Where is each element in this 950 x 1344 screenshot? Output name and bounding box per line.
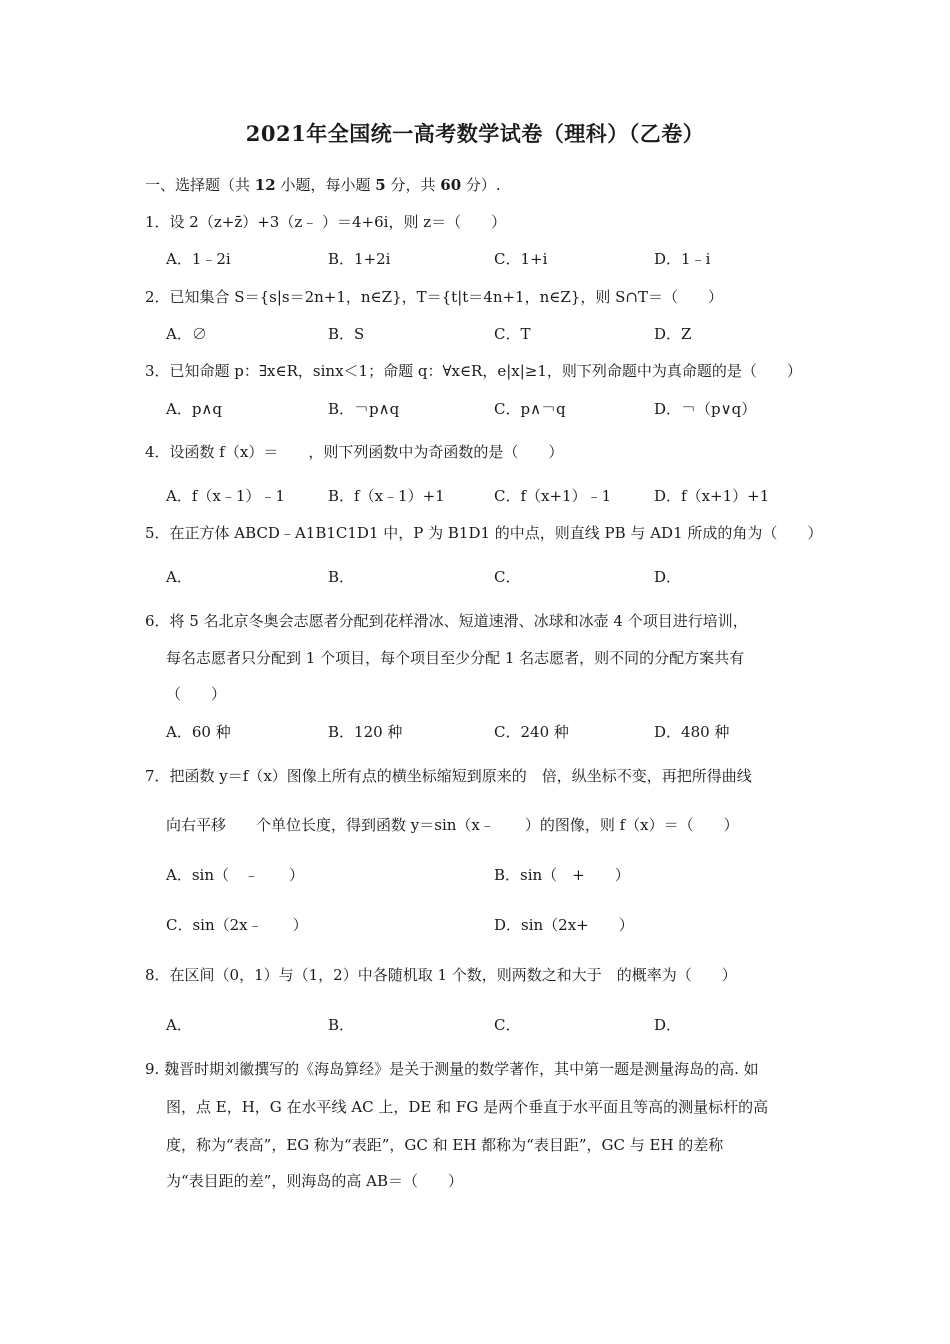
q4-option-c[interactable]: C．f（x+1）﹣1 bbox=[494, 487, 612, 505]
q3-option-d[interactable]: D．￢（p∨q） bbox=[654, 400, 757, 418]
q6-option-c[interactable]: C．240 种 bbox=[494, 723, 569, 741]
q6-option-a[interactable]: A．60 种 bbox=[166, 723, 231, 741]
q7-stem-line-1: 7．把函数 y＝f（x）图像上所有点的横坐标缩短到原来的 倍，纵坐标不变，再把所得曲线 bbox=[145, 767, 752, 785]
q9-stem-line-3: 度，称为“表高”，EG 称为“表距”，GC 和 EH 都称为“表目距”，GC 与 EH 的差称 bbox=[166, 1136, 724, 1154]
q7-option-c[interactable]: C．sin（2x﹣ ） bbox=[166, 916, 308, 934]
exam-title: 2021年全国统一高考数学试卷（理科）（乙卷） bbox=[245, 121, 705, 146]
section-prefix: 一、选择题（共 bbox=[145, 176, 251, 194]
q6-option-d[interactable]: D．480 种 bbox=[654, 723, 730, 741]
q8-option-d[interactable]: D． bbox=[654, 1016, 682, 1034]
q1-option-c[interactable]: C．1+i bbox=[494, 250, 548, 268]
q2-stem: 2．已知集合 S＝{s|s＝2n+1，n∈Z}，T＝{t|t＝4n+1，n∈Z}，则 S∩T＝（ ） bbox=[145, 288, 723, 306]
q3-stem: 3．已知命题 p：∃x∈R，sinx＜1；命题 q：∀x∈R，e|x|≥1，则下列命题中为真命题的是（ ） bbox=[145, 362, 802, 380]
q7-option-d[interactable]: D．sin（2x+ ） bbox=[494, 916, 634, 934]
q7-option-b[interactable]: B．sin（ + ） bbox=[494, 866, 630, 884]
q2-option-a[interactable]: A．∅ bbox=[166, 325, 207, 343]
q1-option-b[interactable]: B．1+2i bbox=[328, 250, 391, 268]
q9-stem-line-4: 为“表目距的差”，则海岛的高 AB＝（ ） bbox=[166, 1172, 463, 1190]
q4-stem: 4．设函数 f（x）＝ ，则下列函数中为奇函数的是（ ） bbox=[145, 443, 564, 461]
q9-stem-line-2: 图，点 E，H，G 在水平线 AC 上，DE 和 FG 是两个垂直于水平面且等高的测量标杆的高 bbox=[166, 1098, 769, 1116]
section-header bbox=[145, 174, 501, 196]
q6-option-b[interactable]: B．120 种 bbox=[328, 723, 403, 741]
q1-option-d[interactable]: D．1﹣i bbox=[654, 250, 711, 268]
q8-stem: 8．在区间（0，1）与（1，2）中各随机取 1 个数，则两数之和大于 的概率为（ ） bbox=[145, 966, 737, 984]
q3-option-a[interactable]: A．p∧q bbox=[166, 400, 223, 418]
q5-option-c[interactable]: C． bbox=[494, 568, 521, 586]
q2-option-d[interactable]: D．Z bbox=[654, 325, 692, 343]
q2-option-c[interactable]: C．T bbox=[494, 325, 531, 343]
q5-option-d[interactable]: D． bbox=[654, 568, 682, 586]
q1-stem: 1．设 2（z+z̄）+3（z﹣ ）＝4+6i，则 z＝（ ） bbox=[145, 213, 507, 231]
q2-option-b[interactable]: B．S bbox=[328, 325, 365, 343]
q7-stem-line-2: 向右平移 个单位长度，得到函数 y＝sin（x﹣ ）的图像，则 f（x）＝（ ） bbox=[166, 816, 739, 834]
q9-stem-line-1: 9. 魏晋时期刘徽撰写的《海岛算经》是关于测量的数学著作，其中第一题是测量海岛的高. 如 bbox=[145, 1060, 759, 1078]
q3-option-c[interactable]: C．p∧￢q bbox=[494, 400, 566, 418]
q8-option-b[interactable]: B． bbox=[328, 1016, 355, 1034]
section-mid2: 分，共 bbox=[390, 176, 436, 194]
section-points-each: 5 bbox=[375, 176, 386, 194]
q6-stem-line-3: （ ） bbox=[166, 685, 227, 703]
q5-option-b[interactable]: B． bbox=[328, 568, 355, 586]
q5-stem: 5．在正方体 ABCD﹣A1B1C1D1 中，P 为 B1D1 的中点，则直线 PB 与 AD1 所成的角为（ ） bbox=[145, 524, 823, 542]
q8-option-a[interactable]: A． bbox=[166, 1016, 192, 1034]
q8-option-c[interactable]: C． bbox=[494, 1016, 521, 1034]
q4-option-b[interactable]: B．f（x﹣1）+1 bbox=[328, 487, 445, 505]
q4-option-a[interactable]: A．f（x﹣1）﹣1 bbox=[166, 487, 285, 505]
section-total: 60 bbox=[440, 176, 462, 194]
q6-stem-line-2: 每名志愿者只分配到 1 个项目，每个项目至少分配 1 名志愿者，则不同的分配方案共有 bbox=[166, 649, 745, 667]
section-n-questions: 12 bbox=[254, 176, 276, 194]
q6-stem-line-1: 6．将 5 名北京冬奥会志愿者分配到花样滑冰、短道速滑、冰球和冰壶 4 个项目进行培训， bbox=[145, 612, 748, 630]
section-mid1: 小题，每小题 bbox=[280, 176, 371, 194]
q3-option-b[interactable]: B．￢p∧q bbox=[328, 400, 400, 418]
q4-option-d[interactable]: D．f（x+1）+1 bbox=[654, 487, 770, 505]
q7-option-a[interactable]: A．sin（ ﹣ ） bbox=[166, 866, 304, 884]
q5-option-a[interactable]: A． bbox=[166, 568, 192, 586]
q1-option-a[interactable]: A．1﹣2i bbox=[166, 250, 231, 268]
section-suffix: 分）. bbox=[465, 176, 501, 194]
